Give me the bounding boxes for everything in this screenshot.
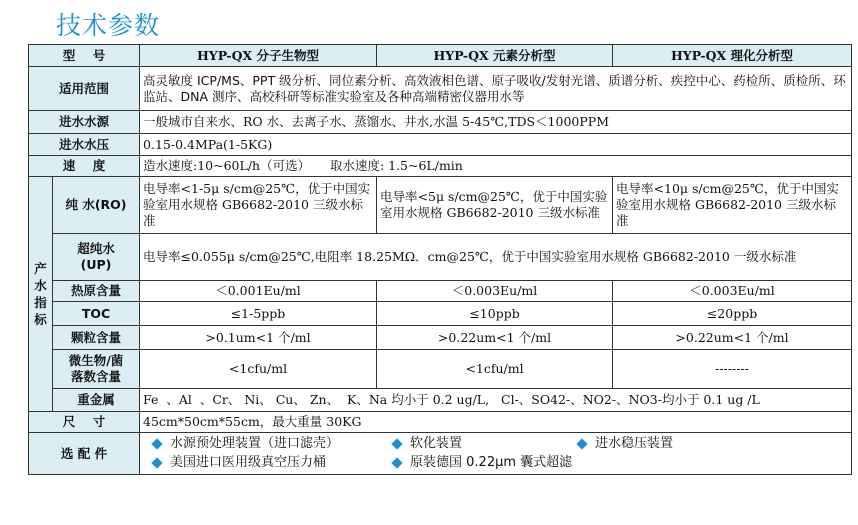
ultrapure-row [29, 234, 852, 281]
accessory-item: 进水稳压装置 [575, 435, 725, 454]
microbe-row [29, 350, 852, 389]
inlet-source-row [29, 111, 852, 134]
pure-water-value-2: 电导率<5μ s/cm@25℃，优于中国实验室用水规格 GB6682-2010 三级水标准 [377, 177, 613, 234]
accessory-item: 水源预处理装置（进口滤壳） [150, 435, 390, 454]
accessories-value [140, 433, 852, 475]
ultrapure-value: 电导率≤0.055μ s/cm@25℃,电阻率 18.25MΩ．cm@25℃，优于中国实验室用水规格 GB6682-2010 一级水标准 [140, 234, 852, 281]
size-label: 尺 寸 [29, 412, 140, 433]
page-title: 技术参数 [56, 11, 161, 40]
particle-row [29, 326, 852, 350]
particle-label: 颗粒含量 [53, 326, 140, 350]
microbe-label: 微生物/菌 落数含量 [53, 350, 140, 389]
inlet-pressure-label: 进水水压 [29, 134, 140, 156]
pure-water-row [29, 177, 852, 234]
spec-table [28, 44, 852, 475]
toc-row [29, 302, 852, 326]
ultrapure-label: 超纯水 (UP) [53, 234, 140, 281]
diamond-bullet-icon [151, 438, 162, 449]
model-1: HYP-QX 分子生物型 [140, 45, 377, 67]
pure-water-value-1: 电导率<1-5μ s/cm@25℃，优于中国实验室用水规格 GB6682-2010 三级水标准 [140, 177, 377, 234]
heavy-metal-label: 重金属 [53, 389, 140, 412]
accessory-item: 美国进口医用级真空压力桶 [150, 454, 390, 473]
size-row [29, 412, 852, 433]
microbe-value-2: <1cfu/ml [377, 350, 613, 389]
heavy-metal-row [29, 389, 852, 412]
diamond-bullet-icon [151, 457, 162, 468]
pyrogen-row [29, 281, 852, 302]
model-3: HYP-QX 理化分析型 [613, 45, 852, 67]
particle-value-1: >0.1um<1 个/ml [140, 326, 377, 350]
model-2: HYP-QX 元素分析型 [377, 45, 613, 67]
model-header-row [29, 45, 852, 67]
model-label: 型 号 [29, 45, 140, 67]
application-value: 高灵敏度 ICP/MS、PPT 级分析、同位素分析、高效液相色谱、原子吸收/发射光谱、质谱分析、疾控中心、药检所、质检所、环监站、DNA 测序、高校科研等标准实验室及各种高端精密仪器用水等 [140, 67, 852, 111]
particle-value-2: >0.22um<1 个/ml [377, 326, 613, 350]
pyrogen-value-2: ＜0.003Eu/ml [377, 281, 613, 302]
diamond-bullet-icon [576, 438, 587, 449]
accessories-list [150, 435, 848, 473]
inlet-source-label: 进水水源 [29, 111, 140, 134]
accessories-row [29, 433, 852, 475]
toc-value-1: ≤1-5ppb [140, 302, 377, 326]
accessories-label: 选 配 件 [29, 433, 140, 475]
toc-label: TOC [53, 302, 140, 326]
pyrogen-value-3: ＜0.003Eu/ml [613, 281, 852, 302]
heavy-metal-value: Fe 、Al 、Cr、 Ni、 Cu、 Zn、 K、Na 均小于 0.2 ug/L, Cl-、SO42-、NO2-、NO3-均小于 0.1 ug /L [140, 389, 852, 412]
microbe-value-3: -------- [613, 350, 852, 389]
output-group-label: 产 水 指 标 [29, 177, 53, 412]
application-label: 适用范围 [29, 67, 140, 111]
pyrogen-value-1: ＜0.001Eu/ml [140, 281, 377, 302]
diamond-bullet-icon [391, 457, 402, 468]
inlet-source-value: 一般城市自来水、RO 水、去离子水、蒸馏水、井水,水温 5-45℃,TDS＜1000PPM [140, 111, 852, 134]
toc-value-3: ≤20ppb [613, 302, 852, 326]
diamond-bullet-icon [391, 438, 402, 449]
particle-value-3: >0.22um<1 个/ml [613, 326, 852, 350]
accessory-item: 软化装置 [390, 435, 575, 454]
speed-value: 造水速度:10~60L/h（可选） 取水速度: 1.5~6L/min [140, 156, 852, 177]
pyrogen-label: 热原含量 [53, 281, 140, 302]
application-row [29, 67, 852, 111]
accessory-item: 原装德国 0.22μm 囊式超滤 [390, 454, 690, 473]
speed-label: 速 度 [29, 156, 140, 177]
speed-row [29, 156, 852, 177]
size-value: 45cm*50cm*55cm，最大重量 30KG [140, 412, 852, 433]
pure-water-label: 纯 水(RO) [53, 177, 140, 234]
inlet-pressure-value: 0.15-0.4MPa(1-5KG) [140, 134, 852, 156]
pure-water-value-3: 电导率<10μ s/cm@25℃，优于中国实验室用水规格 GB6682-2010 三级水标准 [613, 177, 852, 234]
toc-value-2: ≤10ppb [377, 302, 613, 326]
microbe-value-1: <1cfu/ml [140, 350, 377, 389]
inlet-pressure-row [29, 134, 852, 156]
